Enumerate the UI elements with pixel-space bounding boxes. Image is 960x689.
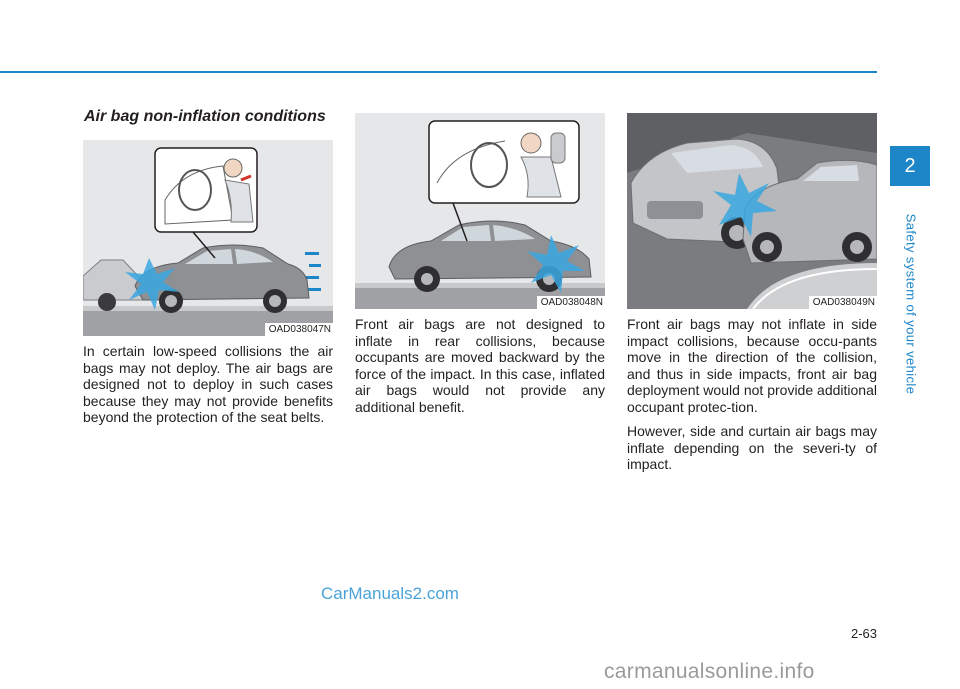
column-3-text — [627, 316, 877, 481]
chapter-title: Safety system of your vehicle — [903, 213, 919, 395]
figure-low-speed-collision — [83, 140, 333, 336]
column-2-text — [355, 316, 605, 423]
paragraph: Front air bags are not designed to inflate in rear collisions, because occupants are moved backward by the force of the impact. In this case, inflated air bags would not provide any additional benefit. — [355, 316, 605, 415]
column-1-text — [83, 343, 333, 434]
watermark-link[interactable]: CarManuals2.com — [321, 584, 459, 603]
watermark-text: carmanualsonline.info — [604, 660, 815, 683]
paragraph: However, side and curtain air bags may inflate depending on the severi-ty of impact. — [627, 423, 877, 472]
section-title: Air bag non-inflation conditions — [84, 108, 326, 125]
side-impact-illustration — [627, 113, 877, 309]
figure-code: OAD038049N — [809, 296, 877, 309]
page-number: 2-63 — [850, 626, 877, 641]
figure-code: OAD038047N — [265, 323, 333, 336]
chapter-number-tab: 2 — [890, 146, 930, 186]
rear-impact-car-illustration — [83, 140, 333, 336]
figure-code: OAD038048N — [537, 296, 605, 309]
paragraph: Front air bags may not inflate in side impact collisions, because occu-pants move in the direction of the collision, and thus in side impacts, front air bag deployment would not provide additional occupant protec-tion. — [627, 316, 877, 415]
figure-side-impact — [627, 113, 877, 309]
header-rule — [0, 71, 877, 73]
paragraph: In certain low-speed collisions the air bags may not deploy. The air bags are designed not to deploy in such cases because they may not provide benefits beyond the protection of the seat belts. — [83, 343, 333, 425]
figure-rear-collision — [355, 113, 605, 309]
rear-collision-illustration — [355, 113, 605, 309]
